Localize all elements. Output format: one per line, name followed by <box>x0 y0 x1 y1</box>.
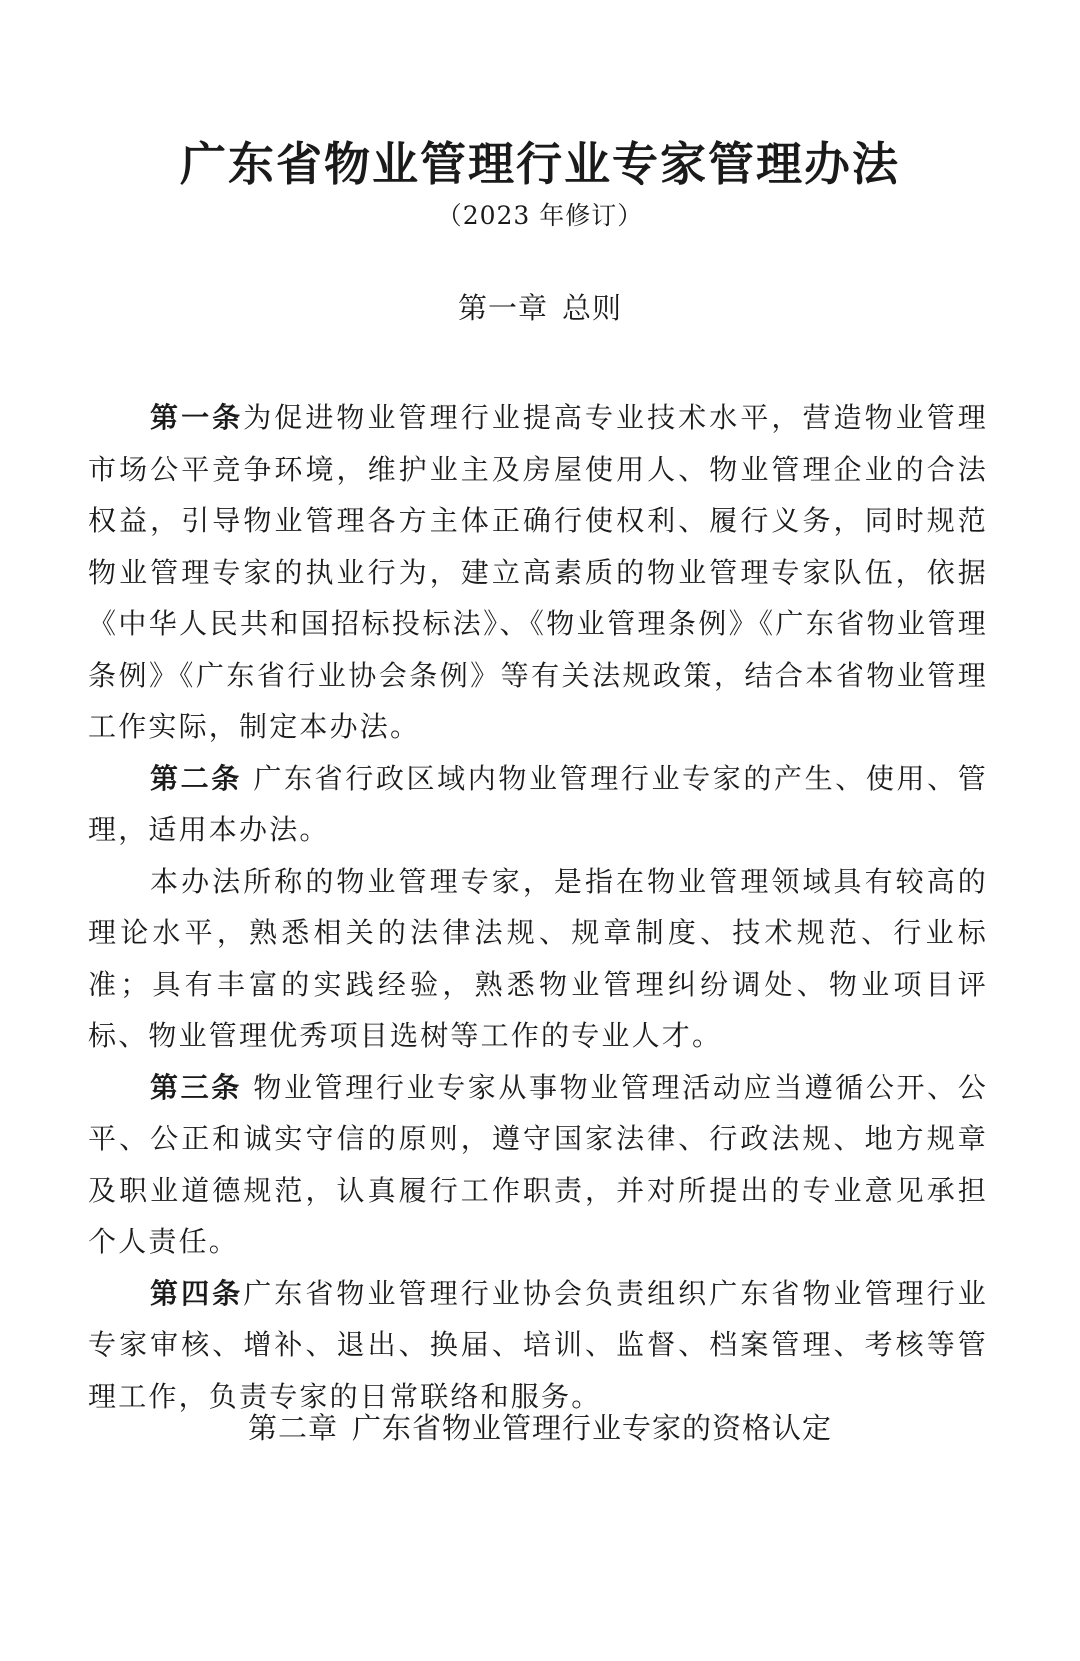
chapter-name: 广东省物业管理行业专家的资格认定 <box>352 1411 833 1445</box>
article-1 <box>88 392 988 753</box>
article-number: 第二条 <box>150 761 242 795</box>
article-text: 广东省行政区域内物业管理行业专家的产生、使用、管理，适用本办法。 <box>88 761 989 846</box>
chapter-heading-2 <box>0 1406 1080 1447</box>
chapter-heading-1 <box>0 286 1080 327</box>
article-text: 本办法所称的物业管理专家，是指在物业管理领域具有较高的理论水平，熟悉相关的法律法规、规章制度、技术规范、行业标准；具有丰富的实践经验，熟悉物业管理纠纷调处、物业项目评标、物业管理优秀项目选树等工作的专业人才。 <box>88 864 988 1052</box>
article-3 <box>88 1062 988 1268</box>
article-number: 第一条 <box>150 401 244 434</box>
document-title: 广东省物业管理行业专家管理办法 <box>180 137 900 191</box>
article-2 <box>88 753 988 856</box>
document-subtitle: （2023 年修订） <box>436 201 644 230</box>
chapter-number: 第二章 <box>247 1411 338 1445</box>
article-text: 物业管理行业专家从事物业管理活动应当遵循公开、公平、公正和诚实守信的原则，遵守国家法律、行政法规、地方规章及职业道德规范，认真履行工作职责，并对所提出的专业意见承担个人责任。 <box>88 1070 989 1258</box>
article-number: 第四条 <box>150 1276 244 1310</box>
article-2-paragraph-2 <box>88 856 988 1062</box>
article-4 <box>88 1268 988 1423</box>
chapter-name: 总则 <box>562 291 623 325</box>
chapter-number: 第一章 <box>457 291 548 325</box>
document-body <box>88 392 988 1422</box>
article-text: 广东省物业管理行业协会负责组织广东省物业管理行业专家审核、增补、退出、换届、培训、监督、档案管理、考核等管理工作，负责专家的日常联络和服务。 <box>88 1276 988 1413</box>
article-text: 为促进物业管理行业提高专业技术水平，营造物业管理市场公平竞争环境，维护业主及房屋使用人、物业管理企业的合法权益，引导物业管理各方主体正确行使权利、履行义务，同时规范物业管理专家的执业行为，建立高素质的物业管理专家队伍，依据《中华人民共和国招标投标法》、《物业管理条例》《广东省物业管理条例》《广东省行业协会条例》等有关法规政策，结合本省物业管理工作实际，制定本办法。 <box>88 401 988 743</box>
article-number: 第三条 <box>150 1070 242 1104</box>
